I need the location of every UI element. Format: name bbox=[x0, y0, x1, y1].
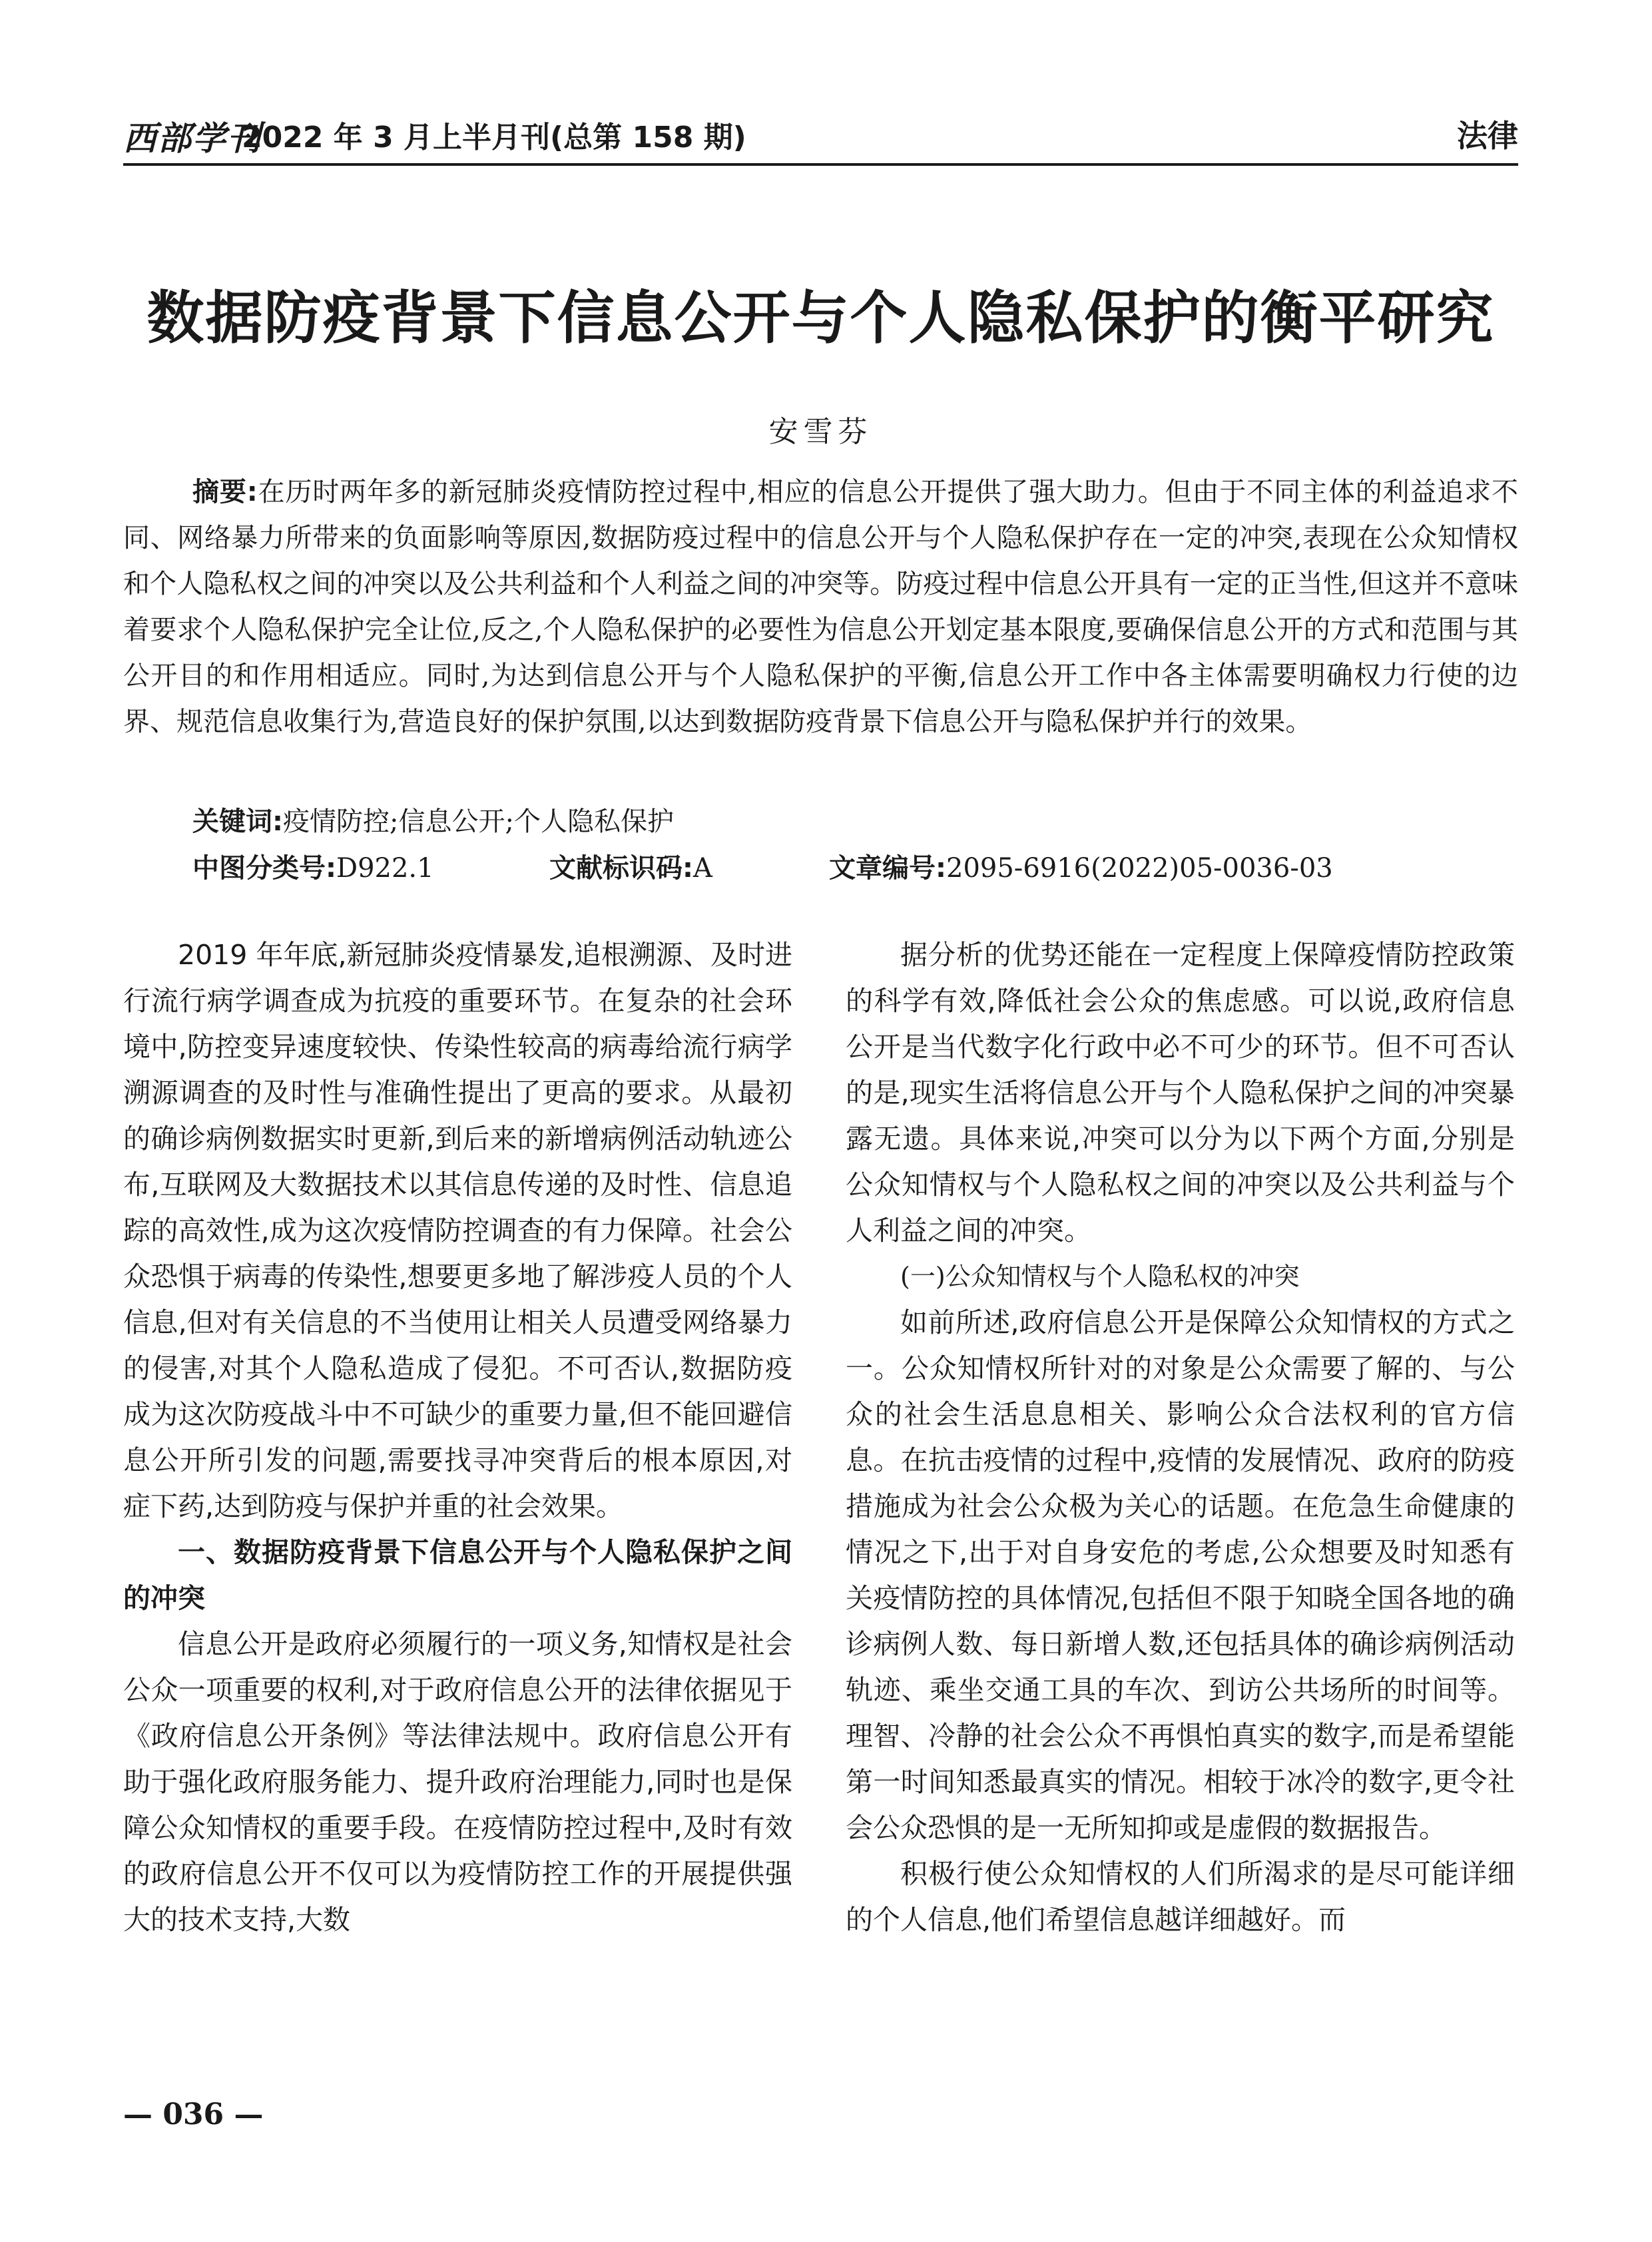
article-number-value: 2095-6916(2022)05-0036-03 bbox=[946, 853, 1333, 884]
clc-number bbox=[192, 847, 434, 885]
section-heading: 一、数据防疫背景下信息公开与个人隐私保护之间的冲突 bbox=[123, 1536, 792, 1614]
document-code-label: 文献标识码: bbox=[549, 853, 693, 884]
keywords-label: 关键词: bbox=[192, 806, 283, 837]
document-code bbox=[549, 847, 712, 885]
clc-value: D922.1 bbox=[336, 853, 434, 884]
clc-label: 中图分类号: bbox=[192, 853, 336, 884]
paragraph: 如前所述,政府信息公开是保障公众知情权的方式之一。公众知情权所针对的对象是公众需要了解的、与公众的社会生活息息相关、影响公众合法权利的官方信息。在抗击疫情的过程中,疫情的发展情况、政府的防疫措施成为社会公众极为关心的话题。在危急生命健康的情况之下,出于对自身安危的考虑,公众想要及时知悉有关疫情防控的具体情况,包括但不限于知晓全国各地的确诊病例人数、每日新增人数,还包括具体的确诊病例活动轨迹、乘坐交通工具的车次、到访公共场所的时间等。理智、冷静的社会公众不再惧怕真实的数字,而是希望能第一时间知悉最真实的情况。相较于冰冷的数字,更令社会公众恐惧的是一无所知抑或是虚假的数据报告。 bbox=[846, 1306, 1515, 1844]
keywords bbox=[192, 800, 674, 838]
abstract-label: 摘要: bbox=[192, 477, 258, 507]
running-header bbox=[123, 112, 1518, 158]
article-number bbox=[829, 847, 1333, 885]
abstract-text: 在历时两年多的新冠肺炎疫情防控过程中,相应的信息公开提供了强大助力。但由于不同主体的利益追求不同、网络暴力所带来的负面影响等原因,数据防疫过程中的信息公开与个人隐私保护存在一定的冲突,表现在公众知情权和个人隐私权之间的冲突以及公共利益和个人利益之间的冲突等。防疫过程中信息公开具有一定的正当性,但这并不意味着要求个人隐私保护完全让位,反之,个人隐私保护的必要性为信息公开划定基本限度,要确保信息公开的方式和范围与其公开目的和作用相适应。同时,为达到信息公开与个人隐私保护的平衡,信息公开工作中各主体需要明确权力行使的边界、规范信息收集行为,营造良好的保护氛围,以达到数据防疫背景下信息公开与隐私保护并行的效果。 bbox=[123, 477, 1519, 737]
article-author: 安雪芬 bbox=[768, 415, 873, 449]
paragraph: 积极行使公众知情权的人们所渴求的是尽可能详细的个人信息,他们希望信息越详细越好。而 bbox=[846, 1858, 1515, 1936]
body-column-right bbox=[846, 932, 1515, 1943]
paragraph: 信息公开是政府必须履行的一项义务,知情权是社会公众一项重要的权利,对于政府信息公开的法律依据见于《政府信息公开条例》等法律法规中。政府信息公开有助于强化政府服务能力、提升政府治理能力,同时也是保障公众知情权的重要手段。在疫情防控过程中,及时有效的政府信息公开不仅可以为疫情防控工作的开展提供强大的技术支持,大数 bbox=[123, 1628, 792, 1936]
section-label: 法律 bbox=[1457, 118, 1518, 154]
document-code-value: A bbox=[693, 853, 712, 884]
body-column-left bbox=[123, 932, 792, 1943]
article-number-label: 文章编号: bbox=[829, 853, 946, 884]
header-rule bbox=[123, 163, 1518, 166]
keywords-text: 疫情防控;信息公开;个人隐私保护 bbox=[283, 806, 674, 837]
issue-info: 2022 年 3 月上半月刊(总第 158 期) bbox=[242, 121, 746, 154]
journal-logo: 西部学刊 bbox=[123, 119, 262, 158]
paragraph: 2019 年年底,新冠肺炎疫情暴发,追根溯源、及时进行流行病学调查成为抗疫的重要环节。在复杂的社会环境中,防控变异速度较快、传染性较高的病毒给流行病学溯源调查的及时性与准确性提出了更高的要求。从最初的确诊病例数据实时更新,到后来的新增病例活动轨迹公布,互联网及大数据技术以其信息传递的及时性、信息追踪的高效性,成为这次疫情防控调查的有力保障。社会公众恐惧于病毒的传染性,想要更多地了解涉疫人员的个人信息,但对有关信息的不当使用让相关人员遭受网络暴力的侵害,对其个人隐私造成了侵犯。不可否认,数据防疫成为这次防疫战斗中不可缺少的重要力量,但不能回避信息公开所引发的问题,需要找寻冲突背后的根本原因,对症下药,达到防疫与保护并重的社会效果。 bbox=[123, 939, 792, 1522]
subsection-heading: (一)公众知情权与个人隐私权的冲突 bbox=[900, 1262, 1300, 1291]
paragraph: 据分析的优势还能在一定程度上保障疫情防控政策的科学有效,降低社会公众的焦虑感。可以说,政府信息公开是当代数字化行政中必不可少的环节。但不可否认的是,现实生活将信息公开与个人隐私保护之间的冲突暴露无遗。具体来说,冲突可以分为以下两个方面,分别是公众知情权与个人隐私权之间的冲突以及公共利益与个人利益之间的冲突。 bbox=[846, 939, 1515, 1247]
page-number: — 036 — bbox=[123, 2098, 264, 2131]
abstract bbox=[123, 469, 1518, 745]
article-title: 数据防疫背景下信息公开与个人隐私保护的衡平研究 bbox=[146, 284, 1495, 352]
